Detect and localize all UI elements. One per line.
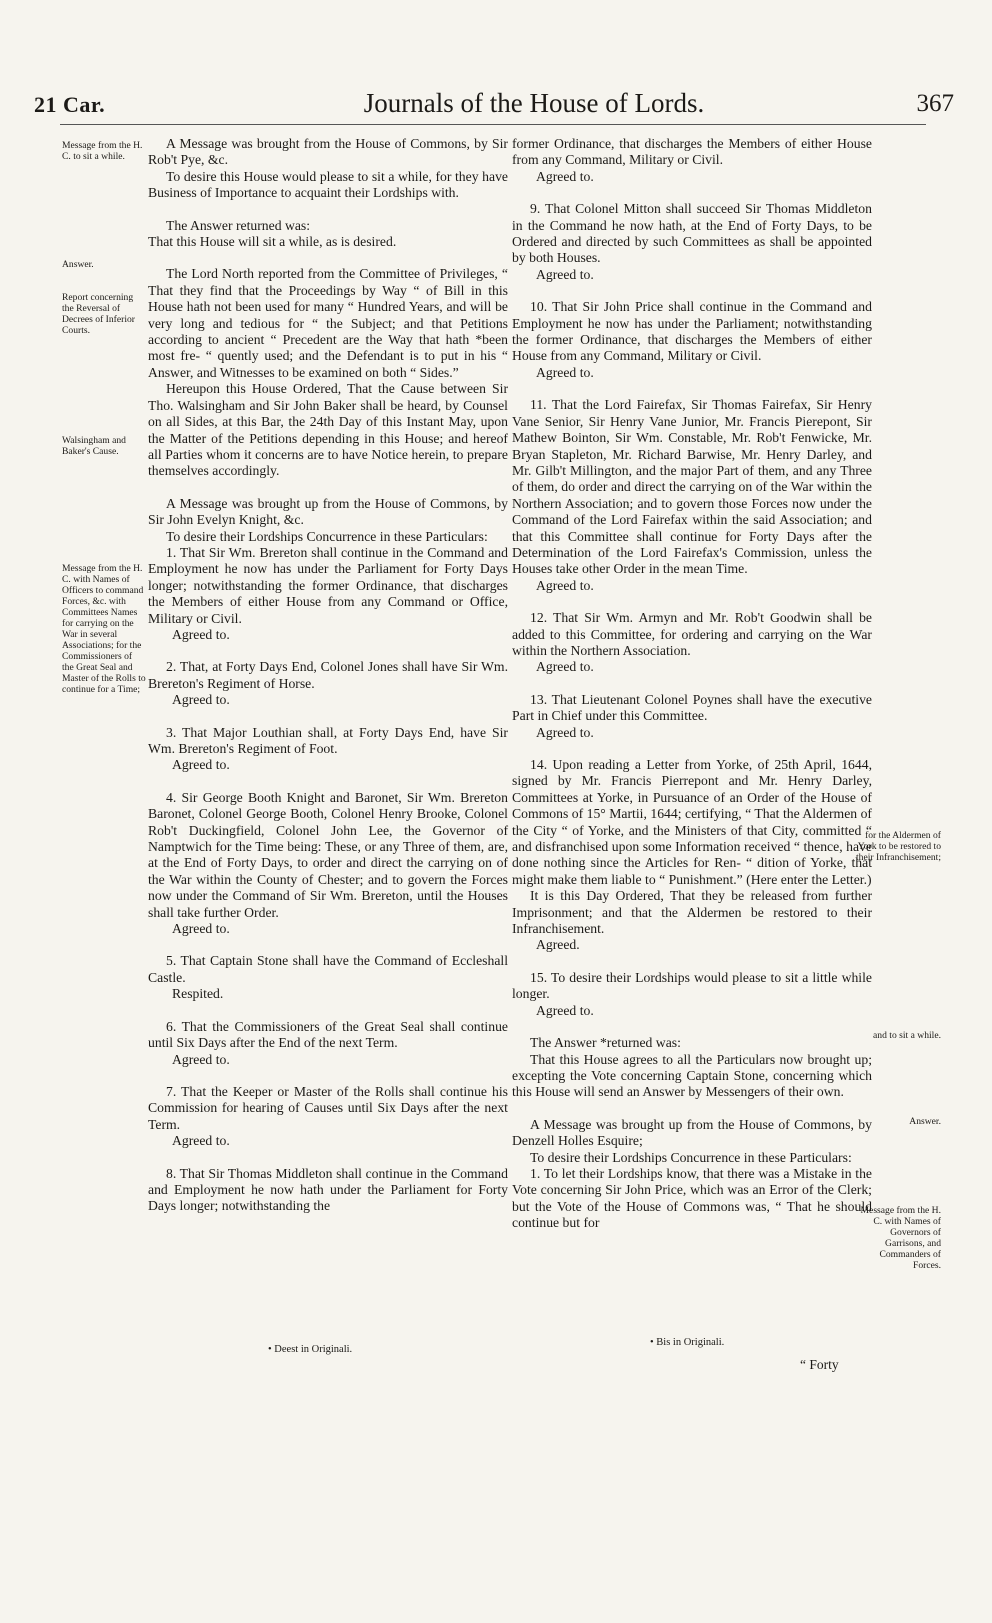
- resolution-line: Agreed to.: [536, 364, 594, 380]
- paragraph-gap: [148, 250, 508, 266]
- paragraph: To desire this House would please to sit a while, for they have Business of Importance to acquaint their Lordships with.: [148, 168, 508, 201]
- left-column: [148, 136, 508, 1215]
- page-number: 367: [916, 90, 954, 117]
- resolution-line: Agreed to.: [536, 168, 594, 184]
- footnote-left: • Deest in Originali.: [268, 1344, 353, 1355]
- paragraph-gap: [148, 937, 508, 953]
- margin-note: Message from the H. C. with Names of Governors of Garrisons, and Commanders of Forces.: [860, 1205, 941, 1271]
- paragraph-gap: [512, 283, 872, 299]
- paragraph: 5. That Captain Stone shall have the Command of Eccleshall Castle.: [148, 953, 508, 985]
- margin-note: Answer.: [62, 259, 94, 270]
- paragraph: That this House agrees to all the Particulars now brought up; excepting the Vote concerning Captain Stone, concerning which this House will send an Answer by Messengers of their own.: [512, 1051, 872, 1100]
- paragraph: former Ordinance, that discharges the Members of either House from any Command, Military or Civil.: [512, 136, 872, 168]
- paragraph-gap: [512, 741, 872, 757]
- paragraph: The Answer *returned was:: [530, 1035, 681, 1051]
- paragraph-gap: [512, 954, 872, 970]
- paragraph: 4. Sir George Booth Knight and Baronet, Sir Wm. Brereton Baronet, Colonel George Booth, Colonel Henry Brooke, Colonel Rob't Duckingfield, Colonel John Lee, the Governor of Namptwich for the Time being: These, or any Three of them, are, at the End of Forty Days, to order and direct the carrying on of the War within the County of Chester; and to govern the Forces now under the Command of Sir Wm. Brereton, until the Houses shall take further Order.: [148, 789, 508, 920]
- margin-note: Walsingham and Baker's Cause.: [62, 435, 126, 457]
- resolution-line: Respited.: [172, 986, 224, 1002]
- paragraph: To desire their Lordships Concurrence in these Particulars:: [530, 1149, 852, 1165]
- paragraph-gap: [512, 185, 872, 201]
- margin-note: Message from the H. C. to sit a while.: [62, 140, 143, 162]
- paragraph: A Message was brought up from the House of Commons, by Denzell Holles Esquire;: [512, 1116, 872, 1149]
- paragraph-gap: [148, 1003, 508, 1019]
- paragraph: 1. To let their Lordships know, that there was a Mistake in the Vote concerning Sir John Price, which was an Error of the Clerk; but the Vote of the House of Commons was, “ That he should continue but for: [512, 1165, 872, 1231]
- paragraph: To desire their Lordships Concurrence in these Particulars:: [166, 528, 488, 544]
- paragraph: 15. To desire their Lordships would please to sit a little while longer.: [512, 969, 872, 1002]
- page-title: Journals of the House of Lords.: [363, 88, 705, 118]
- resolution-line: Agreed to.: [172, 692, 230, 708]
- paragraph: 2. That, at Forty Days End, Colonel Jones shall have Sir Wm. Brereton's Regiment of Horse.: [148, 659, 508, 691]
- resolution-line: Agreed to.: [536, 659, 594, 675]
- paragraph: 10. That Sir John Price shall continue in the Command and Employment he now has under the Parliament; notwithstanding the former Ordinance, that discharges the Members of either House from any Command, Military or Civil.: [512, 299, 872, 364]
- resolution-line: Agreed to.: [536, 577, 594, 593]
- margin-note: Report concerning the Reversal of Decrees of Inferior Courts.: [62, 292, 135, 336]
- regnal-year: 21 Car.: [34, 92, 106, 117]
- paragraph: 3. That Major Louthian shall, at Forty Days End, have Sir Wm. Brereton's Regiment of Foot.: [148, 724, 508, 756]
- paragraph-gap: [512, 1019, 872, 1035]
- paragraph: 11. That the Lord Fairefax, Sir Thomas Fairefax, Sir Henry Vane Senior, Sir Henry Vane Junior, Mr. Francis Pierepont, Sir Mathew Bointon, Sir Wm. Constable, Mr. Rob't Fenwicke, Mr. Bryan Stapleton, Mr. Richard Barwise, Mr. Henry Darley, and Mr. Gilb't Millington, and the major Part of them, and any Three of them, do order and direct the carrying on of the War within the Northern Association; and to govern those Forces now under the Command of the Lord Fairefax within the said Association; and that this Committee shall continue for Forty Days after the Determination of the Lord Fairefax's Commission, unless the Houses take other Order in the mean Time.: [512, 397, 872, 577]
- paragraph: 8. That Sir Thomas Middleton shall continue in the Command and Employment he now hath under the Parliament for Forty Days longer; notwithstanding the: [148, 1165, 508, 1214]
- right-column: [512, 136, 872, 1232]
- paragraph-gap: [148, 1150, 508, 1166]
- paragraph: 9. That Colonel Mitton shall succeed Sir Thomas Middleton in the Command he now hath, at the End of Forty Days, to be Ordered and directed by such Committees as shall be appointed by both Houses.: [512, 201, 872, 266]
- resolution-line: Agreed.: [536, 937, 580, 953]
- resolution-line: Agreed to.: [172, 921, 230, 937]
- paragraph: A Message was brought from the House of Commons, by Sir Rob't Pye, &c.: [148, 136, 508, 168]
- paragraph-gap: [148, 709, 508, 725]
- resolution-line: Agreed to.: [536, 1002, 594, 1018]
- header-rule: [60, 124, 926, 125]
- paragraph-gap: [512, 1101, 872, 1117]
- paragraph-gap: [148, 1068, 508, 1084]
- paragraph: 7. That the Keeper or Master of the Rolls shall continue his Commission for hearing of Causes until Six Days after the next Term.: [148, 1083, 508, 1132]
- paragraph: 14. Upon reading a Letter from Yorke, of 25th April, 1644, signed by Mr. Francis Pierrepont and Mr. Henry Darley, Committees at Yorke, in Pursuance of an Order of the House of Commons of 15° Martii, 1644; certifying, “ That the Aldermen of the City “ of Yorke, and the Ministers of that City, committed “ and disfranchised upon some Information received “ thence, have done nothing since the Articles for Ren- “ dition of Yorke, that might make them liable to “ Punishment.” (Here enter the Letter.): [512, 757, 872, 887]
- resolution-line: Agreed to.: [172, 626, 230, 642]
- paragraph: 12. That Sir Wm. Armyn and Mr. Rob't Goodwin shall be added to this Committee, for ordering and carrying on the War within the Northern Association.: [512, 610, 872, 658]
- paragraph: A Message was brought up from the House of Commons, by Sir John Evelyn Knight, &c.: [148, 495, 508, 528]
- paragraph-gap: [148, 643, 508, 659]
- paragraph-gap: [148, 202, 508, 218]
- paragraph: 1. That Sir Wm. Brereton shall continue in the Command and Employment he now has under the Parliament for Forty Days longer; notwithstanding the former Ordinance, that discharges the Members of either House from any Command or Office, Military or Civil.: [148, 544, 508, 626]
- resolution-line: Agreed to.: [172, 1051, 230, 1067]
- resolution-line: Agreed to.: [172, 757, 230, 773]
- paragraph: 13. That Lieutenant Colonel Poynes shall have the executive Part in Chief under this Committee.: [512, 691, 872, 724]
- margin-note: Answer.: [909, 1116, 941, 1127]
- paragraph-gap: [512, 381, 872, 397]
- page-header: [34, 88, 954, 124]
- paragraph: The Answer returned was:: [166, 217, 311, 233]
- resolution-line: Agreed to.: [536, 724, 594, 740]
- footnote-right: • Bis in Originali.: [650, 1337, 725, 1348]
- margin-note: for the Aldermen of York to be restored to their Infranchisement;: [856, 830, 941, 863]
- catchword: “ Forty: [800, 1357, 839, 1372]
- paragraph-gap: [148, 480, 508, 496]
- paragraph: That this House will sit a while, as is desired.: [148, 234, 397, 250]
- paragraph-gap: [512, 676, 872, 692]
- paragraph-gap: [512, 594, 872, 610]
- paragraph-gap: [148, 774, 508, 790]
- margin-note: and to sit a while.: [873, 1030, 941, 1041]
- resolution-line: Agreed to.: [172, 1133, 230, 1149]
- paragraph: 6. That the Commissioners of the Great Seal shall continue until Six Days after the End of the next Term.: [148, 1018, 508, 1051]
- margin-note: Message from the H. C. with Names of Officers to command Forces, &c. with Committees Names for carrying on the War in several Associations; for the Commissioners of the Great Seal and Master of the Rolls to continue for a Time;: [62, 563, 146, 695]
- paragraph: Hereupon this House Ordered, That the Cause between Sir Tho. Walsingham and Sir John Baker shall be heard, by Counsel on all Sides, at this Bar, the 24th Day of this Instant May, upon the Matter of the Petitions depending in this House; and hereof all Parties whom it concerns are to have Notice herein, to prepare themselves accordingly.: [148, 381, 508, 479]
- paragraph: It is this Day Ordered, That they be released from further Imprisonment; and that the Aldermen be restored to their Infranchisement.: [512, 888, 872, 937]
- paragraph: The Lord North reported from the Committee of Privileges, “ That they find that the Proceedings by Way “ of Bill in this House hath not been used for many “ Hundred Years, and will be very long and tedious for “ the Subject; and that Petitions according to ancient “ Precedent are the Way that hath *been most fre- “ quently used; and the Defendant is to put in his “ Answer, and Witnesses to be examined on both “ Sides.”: [148, 266, 508, 380]
- resolution-line: Agreed to.: [536, 266, 594, 282]
